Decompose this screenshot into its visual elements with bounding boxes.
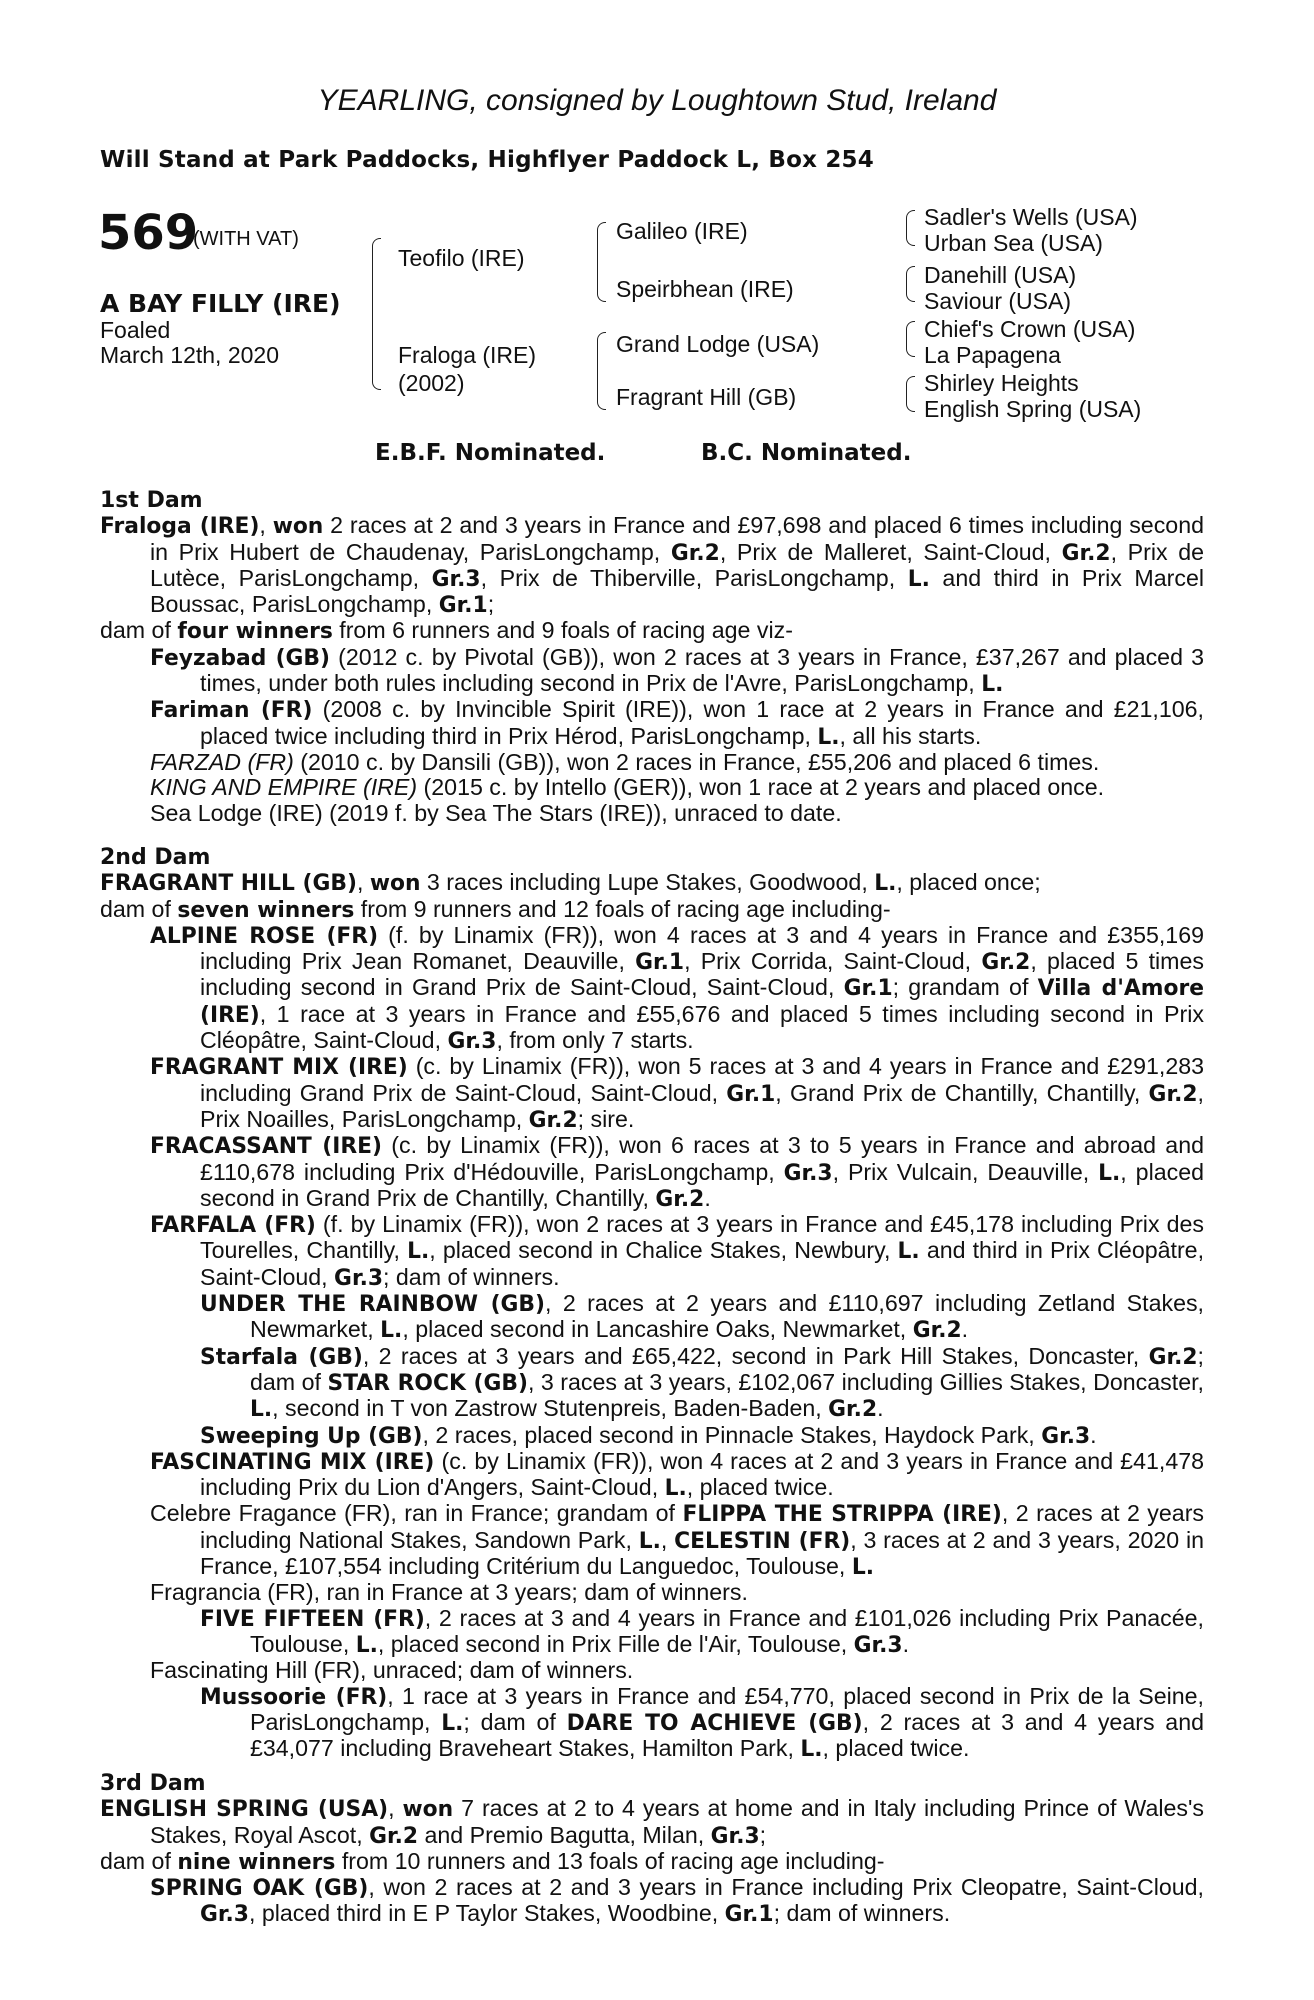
second-dam-section bbox=[100, 845, 1204, 1762]
entry-paragraph: Fraloga (IRE), won 2 races at 2 and 3 years in France and £97,698 and placed 6 times including second in Prix Hubert de Chaudenay, ParisLongchamp, Gr.2, Prix de Malleret, Saint-Cloud, Gr.2, Prix de Lutèce, ParisLongchamp, Gr.3, Prix de Thiberville, ParisLongchamp, L. and third in Prix Marcel Boussac, ParisLongchamp, Gr.1; bbox=[100, 512, 1204, 619]
first-dam-heading: 1st Dam bbox=[100, 488, 203, 513]
entry-paragraph: dam of four winners from 6 runners and 9 foals of racing age viz- bbox=[100, 617, 793, 645]
stand-location: Will Stand at Park Paddocks, Highflyer Paddock L, Box 254 bbox=[100, 147, 874, 173]
brace-sire bbox=[597, 222, 606, 302]
entry-paragraph: UNDER THE RAINBOW (GB), 2 races at 2 years and £110,697 including Zetland Stakes, Newmarket, L., placed second in Lancashire Oaks, Newmarket, Gr.2. bbox=[200, 1290, 1204, 1344]
ped-g7: Shirley Heights bbox=[924, 370, 1079, 396]
brace-g1 bbox=[906, 210, 915, 246]
bc-nomination: B.C. Nominated. bbox=[701, 440, 912, 466]
brace-g4 bbox=[906, 376, 915, 412]
entry-paragraph: Sea Lodge (IRE) (2019 f. by Sea The Stars (IRE)), unraced to date. bbox=[150, 799, 842, 826]
ped-dam-dam: Fragrant Hill (GB) bbox=[616, 384, 797, 410]
entry-paragraph: FRACASSANT (IRE) (c. by Linamix (FR)), won 6 races at 3 to 5 years in France and abroad and £110,678 including Prix d'Hédouville, ParisLongchamp, Gr.3, Prix Vulcain, Deauville, L., placed second in Grand Prix de Chantilly, Chantilly, Gr.2. bbox=[150, 1132, 1204, 1212]
entry-paragraph: ALPINE ROSE (FR) (f. by Linamix (FR)), won 4 races at 3 and 4 years in France and £355,169 including Prix Jean Romanet, Deauville, Gr.1, Prix Corrida, Saint-Cloud, Gr.2, placed 5 times including second in Grand Prix de Saint-Cloud, Saint-Cloud, Gr.1; grandam of Villa d'Amore (IRE), 1 race at 3 years in France and £55,676 and placed 5 times including second in Prix Cléopâtre, Saint-Cloud, Gr.3, from only 7 starts. bbox=[150, 921, 1204, 1055]
ped-dam-year: (2002) bbox=[398, 370, 465, 396]
ebf-nomination: E.B.F. Nominated. bbox=[375, 440, 606, 466]
entry-paragraph: Sweeping Up (GB), 2 races, placed second in Pinnacle Stakes, Haydock Park, Gr.3. bbox=[200, 1421, 1097, 1449]
entry-paragraph: Celebre Fragance (FR), ran in France; grandam of FLIPPA THE STRIPPA (IRE), 2 races at 2 years including National Stakes, Sandown Park, L., CELESTIN (FR), 3 races at 2 and 3 years, 2020 in France, £107,554 including Critérium du Languedoc, Toulouse, L. bbox=[150, 1500, 1205, 1581]
entry-paragraph: Fariman (FR) (2008 c. by Invincible Spirit (IRE)), won 1 race at 2 years in France and £21,106, placed twice including third in Prix Hérod, ParisLongchamp, L., all his starts. bbox=[150, 696, 1204, 750]
ped-g5: Chief's Crown (USA) bbox=[924, 316, 1136, 342]
entry-paragraph: FRAGRANT MIX (IRE) (c. by Linamix (FR)), won 5 races at 3 and 4 years in France and £291,283 including Grand Prix de Saint-Cloud, Saint-Cloud, Gr.1, Grand Prix de Chantilly, Chantilly, Gr.2, Prix Noailles, ParisLongchamp, Gr.2; sire. bbox=[150, 1053, 1205, 1133]
entry-paragraph: dam of nine winners from 10 runners and 13 foals of racing age including- bbox=[100, 1847, 885, 1875]
ped-sire-sire: Galileo (IRE) bbox=[616, 218, 748, 244]
ped-g1: Sadler's Wells (USA) bbox=[924, 204, 1138, 230]
entry-paragraph: FRAGRANT HILL (GB), won 3 races including Lupe Stakes, Goodwood, L., placed once; bbox=[100, 869, 1041, 897]
first-dam-section bbox=[100, 488, 1204, 826]
entry-paragraph: Fragrancia (FR), ran in France at 3 years; dam of winners. bbox=[150, 1579, 748, 1606]
ped-sire-dam: Speirbhean (IRE) bbox=[616, 276, 794, 302]
entry-paragraph: SPRING OAK (GB), won 2 races at 2 and 3 years in France including Prix Cleopatre, Saint-Cloud, Gr.3, placed third in E P Taylor Stakes, Woodbine, Gr.1; dam of winners. bbox=[150, 1874, 1205, 1928]
ped-g8: English Spring (USA) bbox=[924, 396, 1142, 422]
vat-note: (WITH VAT) bbox=[193, 228, 299, 250]
entry-paragraph: FARFALA (FR) (f. by Linamix (FR)), won 2 races at 3 years in France and £45,178 including Prix des Tourelles, Chantilly, L., placed second in Chalice Stakes, Newbury, L. and third in Prix Cléopâtre, Saint-Cloud, Gr.3; dam of winners. bbox=[150, 1211, 1205, 1291]
third-dam-body bbox=[100, 1796, 1204, 1927]
brace-g3 bbox=[906, 321, 915, 357]
horse-name: A BAY FILLY (IRE) bbox=[100, 289, 341, 318]
entry-paragraph: FASCINATING MIX (IRE) (c. by Linamix (FR)), won 4 races at 2 and 3 years in France and £41,478 including Prix du Lion d'Angers, Saint-Cloud, L., placed twice. bbox=[150, 1447, 1204, 1502]
foaled-date: March 12th, 2020 bbox=[100, 342, 280, 368]
foaled-label: Foaled bbox=[100, 317, 171, 343]
ped-g4: Saviour (USA) bbox=[924, 288, 1071, 314]
second-dam-body bbox=[100, 870, 1204, 1762]
entry-paragraph: Mussoorie (FR), 1 race at 3 years in France and £54,770, placed second in Prix de la Seine, ParisLongchamp, L.; dam of DARE TO ACHIEVE (GB), 2 races at 3 and 4 years and £34,077 including Braveheart Stakes, Hamilton Park, L., placed twice. bbox=[200, 1682, 1204, 1763]
entry-paragraph: FARZAD (FR) (2010 c. by Dansili (GB)), won 2 races in France, £55,206 and placed 6 times. bbox=[150, 748, 1100, 775]
brace-main bbox=[372, 238, 381, 390]
ped-sire: Teofilo (IRE) bbox=[398, 245, 525, 271]
ped-dam: Fraloga (IRE) bbox=[398, 342, 537, 368]
ped-dam-sire: Grand Lodge (USA) bbox=[616, 331, 820, 357]
ped-g2: Urban Sea (USA) bbox=[924, 230, 1103, 256]
third-dam-section bbox=[100, 1771, 1204, 1928]
third-dam-heading: 3rd Dam bbox=[100, 1771, 206, 1796]
entry-paragraph: Feyzabad (GB) (2012 c. by Pivotal (GB)), won 2 races at 3 years in France, £37,267 and placed 3 times, under both rules including second in Prix de l'Avre, ParisLongchamp, L. bbox=[150, 643, 1204, 698]
entry-paragraph: Starfala (GB), 2 races at 3 years and £65,422, second in Park Hill Stakes, Doncaster, Gr.2; dam of STAR ROCK (GB), 3 races at 3 years, £102,067 including Gillies Stakes, Doncaster, L., second in T von Zastrow Stutenpreis, Baden-Baden, Gr.2. bbox=[200, 1342, 1204, 1423]
entry-paragraph: KING AND EMPIRE (IRE) (2015 c. by Intello (GER)), won 1 race at 2 years and placed once. bbox=[150, 774, 1105, 801]
entry-paragraph: dam of seven winners from 9 runners and 12 foals of racing age including- bbox=[100, 895, 891, 923]
consignment-header: YEARLING, consigned by Loughtown Stud, Ireland bbox=[317, 84, 997, 117]
ped-g3: Danehill (USA) bbox=[924, 262, 1077, 288]
second-dam-heading: 2nd Dam bbox=[100, 845, 211, 870]
entry-paragraph: Fascinating Hill (FR), unraced; dam of winners. bbox=[150, 1657, 634, 1684]
brace-dam bbox=[597, 332, 606, 410]
first-dam-body bbox=[100, 513, 1204, 826]
ped-g6: La Papagena bbox=[924, 342, 1061, 368]
brace-g2 bbox=[906, 266, 915, 302]
entry-paragraph: FIVE FIFTEEN (FR), 2 races at 3 and 4 years in France and £101,026 including Prix Panacée, Toulouse, L., placed second in Prix Fille de l'Air, Toulouse, Gr.3. bbox=[200, 1604, 1204, 1658]
foaled-info bbox=[100, 318, 279, 368]
entry-paragraph: ENGLISH SPRING (USA), won 7 races at 2 to 4 years at home and in Italy including Prince of Wales's Stakes, Royal Ascot, Gr.2 and Premio Bagutta, Milan, Gr.3; bbox=[100, 1795, 1205, 1849]
lot-number: 569 bbox=[98, 205, 199, 261]
